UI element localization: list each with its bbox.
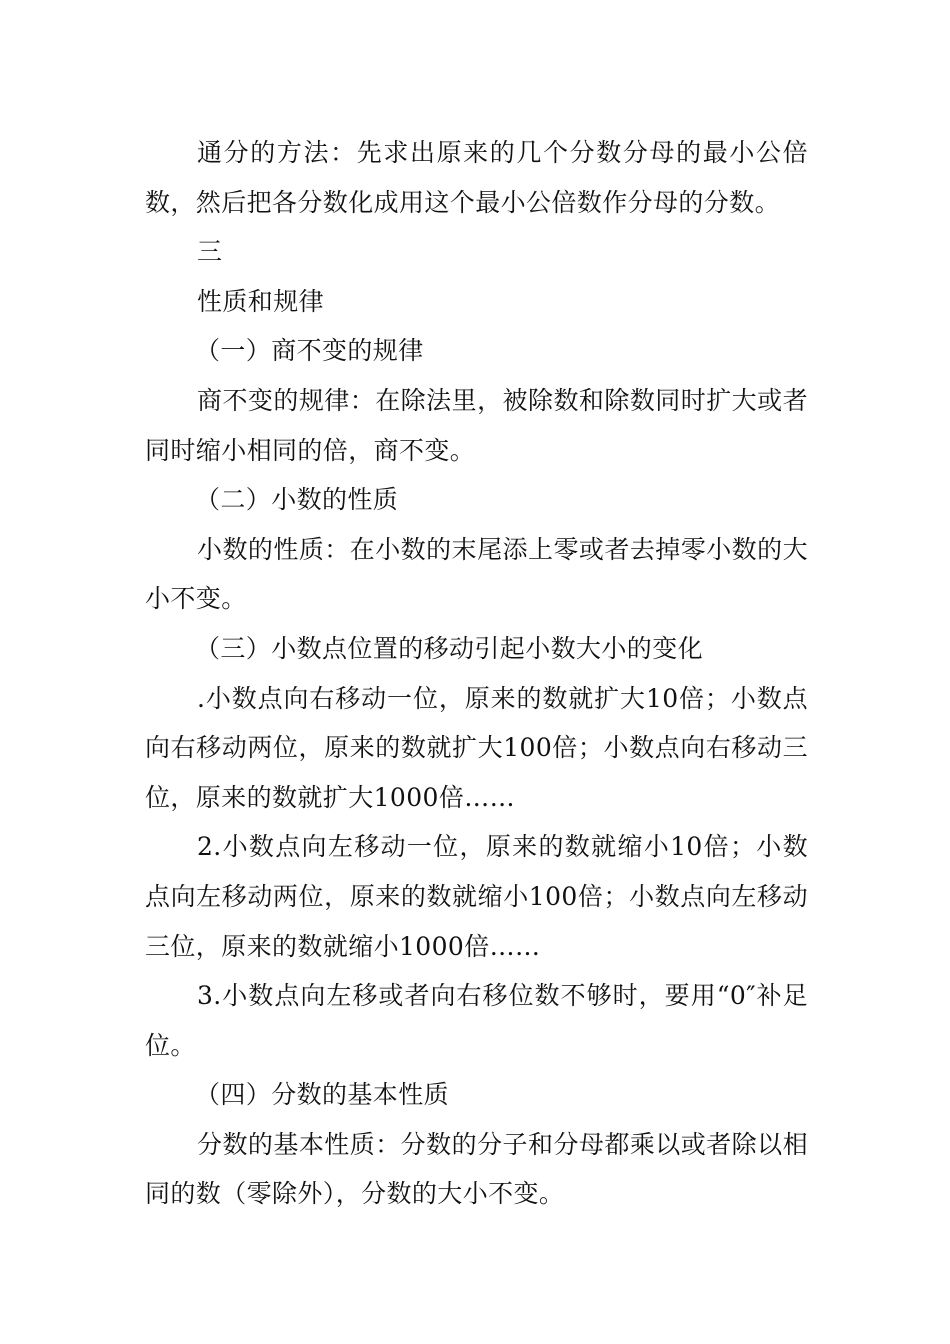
paragraph-shift-right: .小数点向右移动一位，原来的数就扩大10倍；小数点向右移动两位，原来的数就扩大100倍；小数点向右移动三位，原来的数就扩大1000倍…… bbox=[145, 683, 808, 812]
section-number: 三 bbox=[197, 237, 223, 267]
paragraph-shift-left: 2.小数点向左移动一位，原来的数就缩小10倍；小数点向左移动两位，原来的数就缩小100倍；小数点向左移动三位，原来的数就缩小1000倍…… bbox=[145, 832, 808, 961]
subheading-decimal-property: （二）小数的性质 bbox=[195, 485, 399, 515]
paragraph-fraction-property: 分数的基本性质：分数的分子和分母都乘以或者除以相同的数（零除外），分数的大小不变。 bbox=[145, 1129, 808, 1209]
subheading-decimal-point-shift: （三）小数点位置的移动引起小数大小的变化 bbox=[195, 633, 704, 663]
paragraph-pad-zero: 3.小数点向左移或者向右移位数不够时，要用“0″补足位。 bbox=[145, 981, 808, 1060]
section-heading: 性质和规律 bbox=[197, 286, 325, 316]
paragraph-quotient-rule: 商不变的规律：在除法里，被除数和除数同时扩大或者同时缩小相同的倍，商不变。 bbox=[145, 385, 808, 465]
paragraph-common-denominator-method: 通分的方法：先求出原来的几个分数分母的最小公倍数，然后把各分数化成用这个最小公倍数作分母的分数。 bbox=[145, 138, 808, 217]
subheading-fraction-property: （四）分数的基本性质 bbox=[195, 1080, 450, 1110]
paragraph-decimal-property: 小数的性质：在小数的末尾添上零或者去掉零小数的大小不变。 bbox=[145, 534, 808, 614]
subheading-quotient-rule: （一）商不变的规律 bbox=[195, 336, 424, 366]
